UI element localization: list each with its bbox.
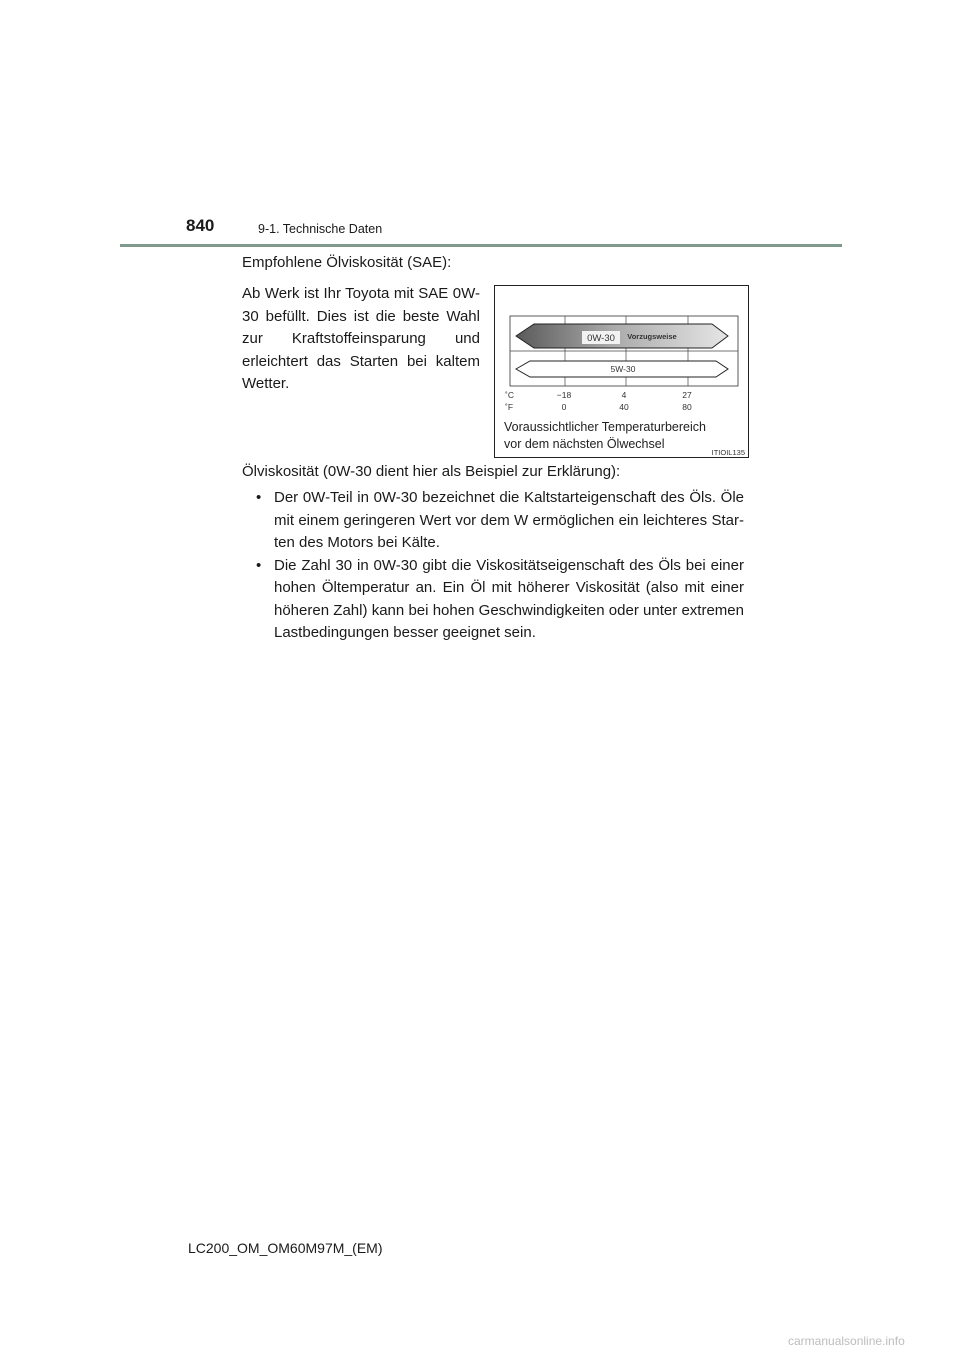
unit-celsius: ˚C bbox=[505, 390, 514, 400]
oil-primary-note: Vorzugsweise bbox=[627, 332, 677, 341]
page-number: 840 bbox=[186, 216, 215, 235]
section-title: 9-1. Technische Daten bbox=[258, 222, 383, 236]
viscosity-figure bbox=[494, 285, 749, 458]
figure-id: ITIOIL135 bbox=[711, 448, 745, 457]
tick-f: 0 bbox=[561, 402, 567, 412]
list-item-text: Die Zahl 30 in 0W-30 gibt die Viskositätseigenschaft des Öls bei einer hohen Öltemperatur an. Ein Öl mit höherer Viskosität (also mit einer höheren Zahl) kann bei hohen Geschwindigkeiten oder unter extremen Lastbedingungen besser geeignet sein. bbox=[274, 556, 744, 641]
bullet-marker: • bbox=[256, 489, 262, 506]
list-item-text: Der 0W-Teil in 0W-30 bezeichnet die Kaltstarteigenschaft des Öls. Öle mit einem geringeren Wert vor dem W ermöglichen ein leichteres Starten des Motors bei Kälte. bbox=[274, 489, 744, 551]
footer-document-code: LC200_OM_OM60M97M_(EM) bbox=[188, 1240, 383, 1256]
list-item bbox=[256, 555, 744, 645]
caption-line-1: Voraussichtlicher Temperaturbereich bbox=[504, 420, 706, 434]
tick-c: 4 bbox=[621, 390, 627, 400]
bullet-list bbox=[256, 487, 744, 645]
list-item bbox=[256, 487, 744, 555]
tick-f: 40 bbox=[619, 402, 629, 412]
tick-c: −18 bbox=[556, 390, 572, 400]
header-rule bbox=[120, 244, 842, 247]
subheading: Empfohlene Ölviskosität (SAE): bbox=[242, 254, 452, 271]
explanation-heading: Ölviskosität (0W-30 dient hier als Beispiel zur Erklärung): bbox=[242, 463, 621, 480]
oil-secondary-label: 5W-30 bbox=[610, 364, 636, 374]
bullet-marker: • bbox=[256, 556, 262, 574]
caption-line-2: vor dem nächsten Ölwechsel bbox=[504, 437, 665, 451]
tick-c: 27 bbox=[682, 390, 692, 400]
tick-f: 80 bbox=[682, 402, 692, 412]
oil-primary-label: 0W-30 bbox=[587, 333, 615, 344]
watermark: carmanualsonline.info bbox=[788, 1334, 905, 1348]
intro-paragraph: Ab Werk ist Ihr Toyota mit SAE 0W-30 befüllt. Dies ist die beste Wahl zur Kraftstoffeinsparung und erleichtert das Starten bei kaltem Wetter. bbox=[242, 285, 480, 392]
oil-primary-band bbox=[516, 324, 728, 348]
unit-fahrenheit: ˚F bbox=[505, 402, 514, 412]
